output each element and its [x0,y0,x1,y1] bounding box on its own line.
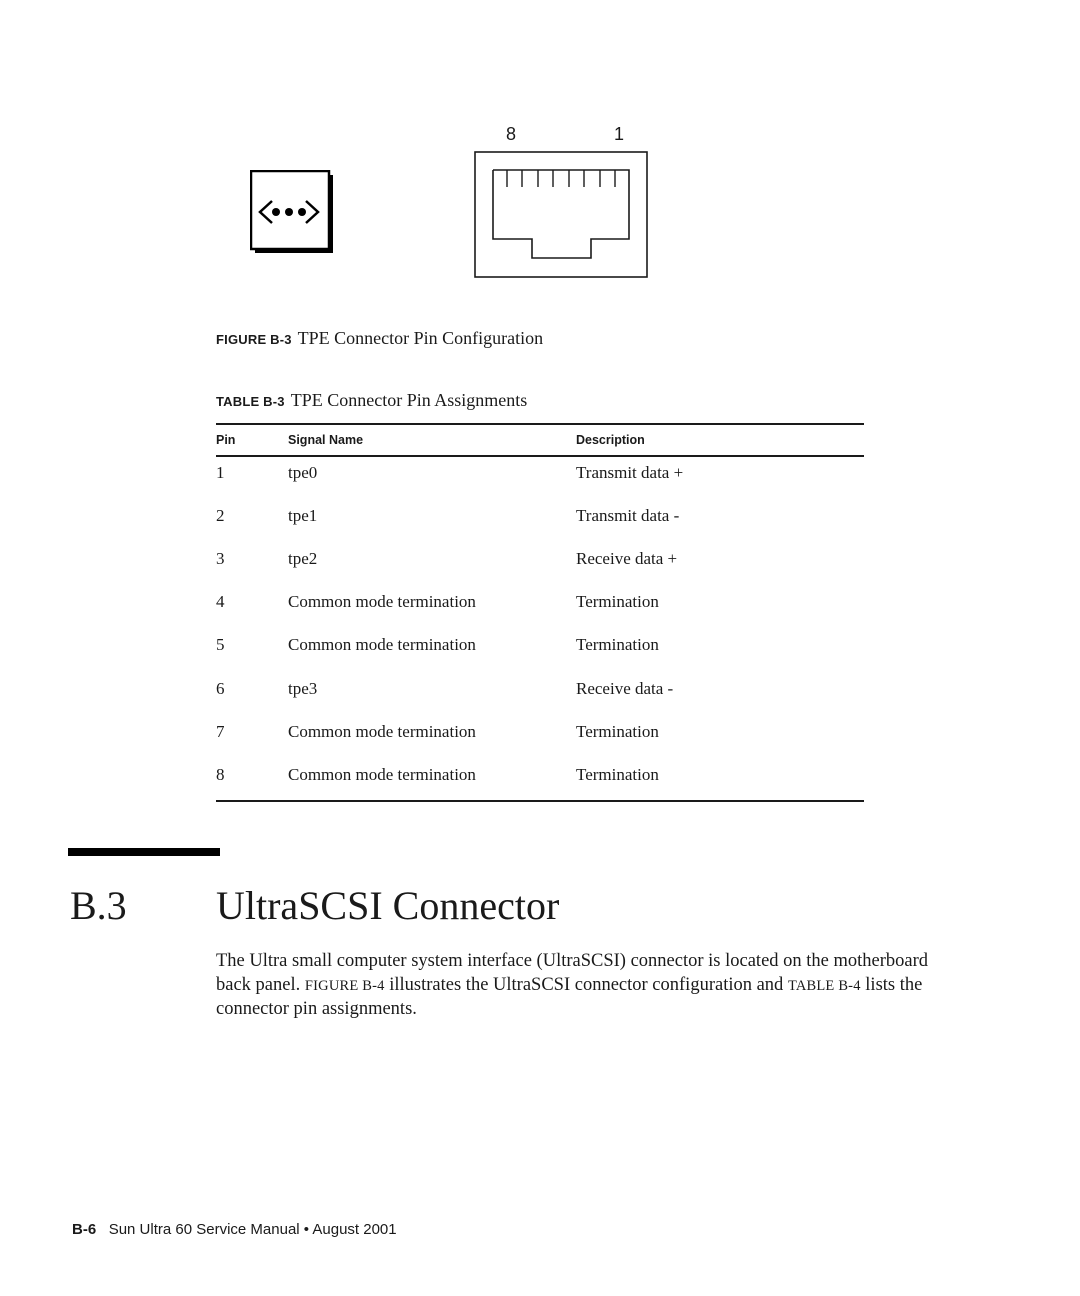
paragraph-text: illustrates the UltraSCSI connector configuration and [384,974,788,995]
cell-pin: 2 [216,506,225,525]
footer-text: Sun Ultra 60 Service Manual • August 2001 [108,1221,397,1238]
cell-pin: 6 [216,679,225,698]
section-number: B.3 [70,883,127,928]
cell-pin: 3 [216,549,225,568]
section-paragraph [216,950,956,1022]
cell-signal-name: Common mode termination [288,592,476,611]
paragraph-text: lists the connector pin assignments. [216,974,923,1019]
cell-description: Receive data - [576,679,674,698]
table-row [216,592,864,616]
table-row [216,765,864,789]
column-header-pin: Pin [216,433,236,447]
cell-description: Termination [576,722,659,741]
rj45-jack-diagram [474,151,648,278]
figure-caption-label: FIGURE B-3 [216,332,292,347]
column-header-description: Description [576,433,645,447]
cell-description: Termination [576,765,659,784]
cell-description: Transmit data + [576,463,684,482]
ethernet-network-icon [250,170,334,254]
table-row [216,463,864,487]
cell-pin: 1 [216,463,225,482]
pin-label-1: 1 [614,124,625,144]
paragraph-text: The Ultra small computer system interface (UltraSCSI) connector is located on the motherboard back panel. [216,951,929,995]
section-rule [68,848,220,856]
table-reference-link[interactable]: TABLE B-4 [787,977,861,994]
table-row [216,635,864,659]
figure-caption [216,328,543,349]
cell-signal-name: tpe1 [288,506,318,525]
table-header-rule [216,455,864,457]
cell-signal-name: tpe3 [288,679,318,698]
figure-reference-link[interactable]: FIGURE B-4 [304,977,385,994]
cell-signal-name: Common mode termination [288,635,476,654]
cell-pin: 4 [216,592,225,611]
section-title: UltraSCSI Connector [216,883,560,928]
table-caption [216,390,527,411]
table-row [216,506,864,530]
cell-description: Termination [576,592,659,611]
cell-description: Receive data + [576,549,678,568]
cell-signal-name: Common mode termination [288,765,476,784]
table-top-rule [216,423,864,425]
cell-pin: 7 [216,722,225,741]
cell-signal-name: tpe2 [288,549,318,568]
table-row [216,549,864,573]
table-caption-label: TABLE B-3 [216,394,285,409]
page-footer [72,1221,397,1238]
page-number: B-6 [72,1221,97,1238]
cell-description: Termination [576,635,659,654]
cell-pin: 5 [216,635,225,654]
cell-signal-name: Common mode termination [288,722,476,741]
table-caption-text: TPE Connector Pin Assignments [290,390,528,410]
figure-caption-text: TPE Connector Pin Configuration [297,328,544,348]
table-row [216,722,864,746]
table-row [216,679,864,703]
cell-description: Transmit data - [576,506,680,525]
cell-pin: 8 [216,765,225,784]
cell-signal-name: tpe0 [288,463,318,482]
column-header-signal-name: Signal Name [288,433,364,447]
table-bottom-rule [216,800,864,802]
pin-label-8: 8 [506,124,517,144]
